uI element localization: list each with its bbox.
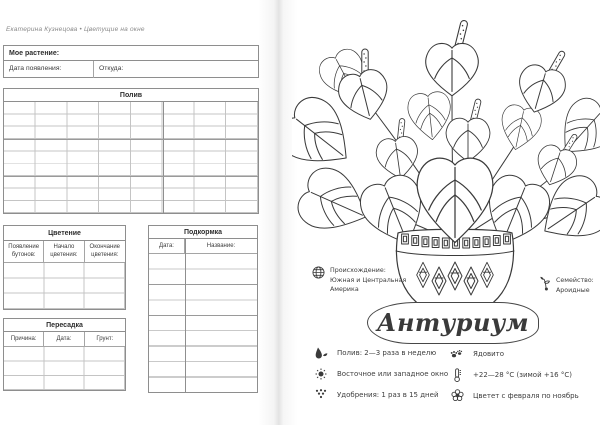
- flowering-table: [3, 225, 126, 310]
- sprout-icon: [540, 276, 551, 291]
- care-fertilizer: [314, 389, 439, 400]
- repotting-column-headers: [4, 332, 125, 347]
- paw-icon: [450, 347, 464, 360]
- my-plant-title: Мое растение:: [4, 46, 258, 61]
- care-light: [314, 368, 448, 380]
- watering-title: Полив: [4, 89, 258, 102]
- watering-grid[interactable]: [4, 102, 258, 213]
- flowering-empty-rows[interactable]: [4, 263, 125, 309]
- water-drop-icon: [314, 347, 328, 359]
- feeding-table: [148, 225, 258, 393]
- my-plant-box: [3, 45, 259, 78]
- family-label: Семейство:: [556, 277, 594, 284]
- care-temperature-text: +22—28 °C (зимой +16 °C): [473, 371, 572, 379]
- feeding-empty-rows[interactable]: [149, 254, 257, 392]
- feeding-column-divider: [185, 239, 186, 392]
- repotting-empty-rows[interactable]: [4, 347, 125, 390]
- care-temperature: [450, 368, 572, 382]
- my-plant-fields: [4, 61, 258, 78]
- watering-table: [3, 88, 259, 214]
- flowering-col-end: Окончание цветения:: [89, 244, 121, 258]
- watering-grid-divider-h1: [4, 139, 258, 140]
- care-blooming-text: Цветет с февраля по ноябрь: [473, 391, 579, 400]
- family-value: Ароидные: [556, 286, 590, 294]
- date-appeared-field[interactable]: Дата появления:: [4, 61, 94, 78]
- plant-title: Антуриум: [376, 307, 530, 337]
- right-page: [280, 0, 600, 425]
- repotting-col-date: Дата:: [44, 332, 84, 346]
- feeding-col-date: Дата:: [149, 239, 185, 253]
- care-light-text: Восточное или западное окно: [337, 370, 449, 378]
- plant-title-frame: [367, 302, 539, 344]
- origin-value-line1: Южная и Центральная: [330, 276, 407, 284]
- origin-label: Происхождение:: [330, 267, 386, 274]
- flowering-col-start: Начало цветения:: [44, 241, 84, 262]
- feeding-col-name: Название:: [206, 243, 236, 249]
- repotting-title: Пересадка: [4, 319, 125, 332]
- repotting-table: [3, 318, 126, 391]
- flower-icon: [450, 389, 464, 402]
- care-toxicity: [450, 347, 504, 360]
- left-page: [0, 0, 280, 425]
- thermometer-icon: [450, 368, 464, 382]
- feeding-title: Подкормка: [149, 226, 257, 239]
- fertilizer-granules-icon: [314, 389, 328, 400]
- care-fertilizer-text: Удобрения: 1 раз в 15 дней: [337, 390, 439, 399]
- family-block: [540, 276, 594, 295]
- family-text: [556, 276, 594, 295]
- origin-value-line2: Америка: [330, 286, 359, 293]
- watering-grid-divider-v: [163, 102, 164, 213]
- feeding-column-headers: [149, 239, 257, 254]
- care-watering-text: Полив: 2—3 раза в неделю: [337, 349, 437, 357]
- flowering-column-headers: [4, 241, 125, 263]
- care-toxicity-text: Ядовито: [473, 349, 505, 358]
- origin-block: [312, 266, 406, 295]
- origin-field[interactable]: Откуда:: [99, 65, 124, 72]
- flowering-col-buds: Появление бутонов:: [4, 241, 44, 262]
- flowering-title: Цветение: [4, 226, 125, 241]
- watering-grid-divider-h2: [4, 176, 258, 177]
- care-blooming: [450, 389, 579, 402]
- care-watering: [314, 347, 436, 359]
- author-series-line: Екатерина Кузнецова • Цветущие на окне: [6, 26, 145, 33]
- repotting-col-reason: Причина:: [4, 332, 44, 346]
- repotting-col-soil: Грунт:: [96, 336, 114, 342]
- sun-icon: [314, 368, 328, 380]
- origin-text: [330, 266, 406, 295]
- globe-icon: [312, 266, 325, 279]
